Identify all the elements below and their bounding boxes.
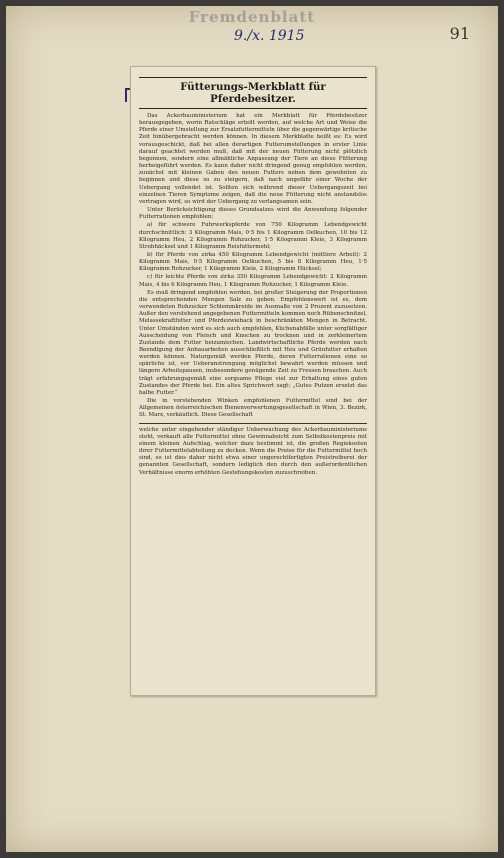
page-number: 91 [449, 24, 470, 43]
article-paragraph: c) für leichte Pferde von zirka 350 Kilogramm Lebendgewicht: 2 Kilogramm Mais, 4 bis 6 Kilogramm Heu, 1 Kilogramm Rohzucker, 1 Kilogramm Kleie. [139, 274, 367, 288]
article-paragraph: Die in vorstehenden Winken empfohlenen Futtermittel sind bei der Allgemeinen österreichischen Bienenverwertungsgesellschaft in Wien, 3. Bezirk, St. Marx, verkäuflich. Diese Gesellschaft [139, 398, 367, 419]
article-title: Fütterungs-Merkblatt für Pferdebesitzer. [139, 77, 367, 109]
article-paragraph: Es muß dringend empfohlen werden, bei großer Steigerung der Proportionen die entsprechenden Mengen Salz zu geben. Empfehlenswert ist es, dem verwendeten Rohzucker Schlemmkreide im Ausmaße von 2 Prozent zuzusetzen. Außer den vorstehend angegebenen Futtermitteln kommen noch Rübenschnitzel, Melassekraftfutter und Pferdezwieback in beschränkten Mengen in Betracht. Unter Umständen wird es sich auch empfehlen, Küchenabfälle unter sorgfältiger Ausscheidung von Fleisch und Knochen zu trocknen und in zerkleinertem Zustande dem Futter beizumischen. Landwirtschaftliche Pferde werden nach Beendigung der Anbauarbeiten ausschließlich mit Heu und Grünfutter erhalten werden können. Naturgemäß werden Pferde, deren Futterrationen eine so spärliche ist, vor Ueberanstrengung möglichst bewahrt werden müssen und längere Arbeitspausen, insbesondere genügende Zeit zu Fressen brauchen. Auch trägt erfahrungsgemäß eine sorgsame Pflege viel zur Erhaltung eines guten Zustandes der Pferde bei. Ein altes Sprichwort sagt: „Gutes Putzen ersetzt das halbe Futter.“ [139, 289, 367, 396]
newspaper-clipping [130, 66, 376, 696]
column-separator [139, 423, 367, 424]
article-paragraph: Das Ackerbauministerium hat ein Merkblatt für Pferdebesitzer herausgegeben, worin Ratschläge erteilt werden, auf welche Art und Weise die Pferde einer Umstellung zur Ersatzfuttermitteln über die gegenwärtige kritische Zeit hinübergebracht werden können. In diesem Merkblatte heißt es: Es wird vorausgeschickt, daß bei allen derartigen Futterumstellungen in erster Linie darauf geachtet werden muß, daß mit der neuen Fütterung nicht plötzlich begonnen, sondern eine allmähliche Anpassung der Tiere an diese Fütterung herbeigeführt werden. Es kann daher nicht dringend genug empfohlen werden, zunächst mit kleinen Gaben des neuen Futters neben dem gewohnten zu beginnen und diese so zu steigern, daß nach ungefähr einer Woche der Uebergang vollendet ist. Sollten sich während dieser Uebergangszeit bei einzelnen Tieren Symptome zeigen, daß die neue Fütterung nicht anstandslos vertragen wird, so wird der Uebergang zu verlangsamen sein. [139, 113, 367, 205]
article-paragraph: a) für schwere Fuhrwerkspferde von 750 Kilogramm Lebendgewicht durchschnittlich: 3 Kilogramm Mais, 0·5 bis 1 Kilogramm Oelkuchen, 10 bis 12 Kilogramm Heu, 2 Kilogramm Rohzucker, 1·5 Kilogramm Kleie, 3 Kilogramm Strohhäcksel und 1 Kilogramm Reisfuttermehl; [139, 222, 367, 250]
article-paragraph: b) für Pferde von zirka 450 Kilogramm Lebendgewicht (mittlere Arbeit): 2 Kilogramm Mais, 0·5 Kilogramm Oelkuchen, 5 bis 8 Kilogramm Heu, 1·5 Kilogramm Rohzucker, 1 Kilogramm Kleie, 2 Kilogramm Häcksel; [139, 251, 367, 273]
article-continuation: welche unter eingehender ständiger Ueberwachung des Ackerbauministeriums steht, verkauft alle Futtermittel ohne Gewinnabsicht zum Selbstkostenpreis mit einem kleinen Aufschlag, welcher dazu bestimmt ist, die großen Regiekosten ihrer Futtermittelabteilung zu decken. Wenn die Preise für die Futtermittel hoch sind, so ist dies daher nicht etwa einer ungerechtfertigten Preistreiberei der genannten Gesellschaft, sondern lediglich den durch den außerordentlichen Verhältnisse enorm erhöhten Gestehungskosten zuzuschreiben. [139, 426, 367, 476]
source-stamp: Fremdenblatt [188, 8, 316, 26]
article-paragraph: Unter Berücksichtigung dieses Grundsatzes wird die Anwendung folgender Futterrationen empfohlen: [139, 207, 367, 221]
handwritten-date: 9./x. 1915 [234, 28, 305, 44]
